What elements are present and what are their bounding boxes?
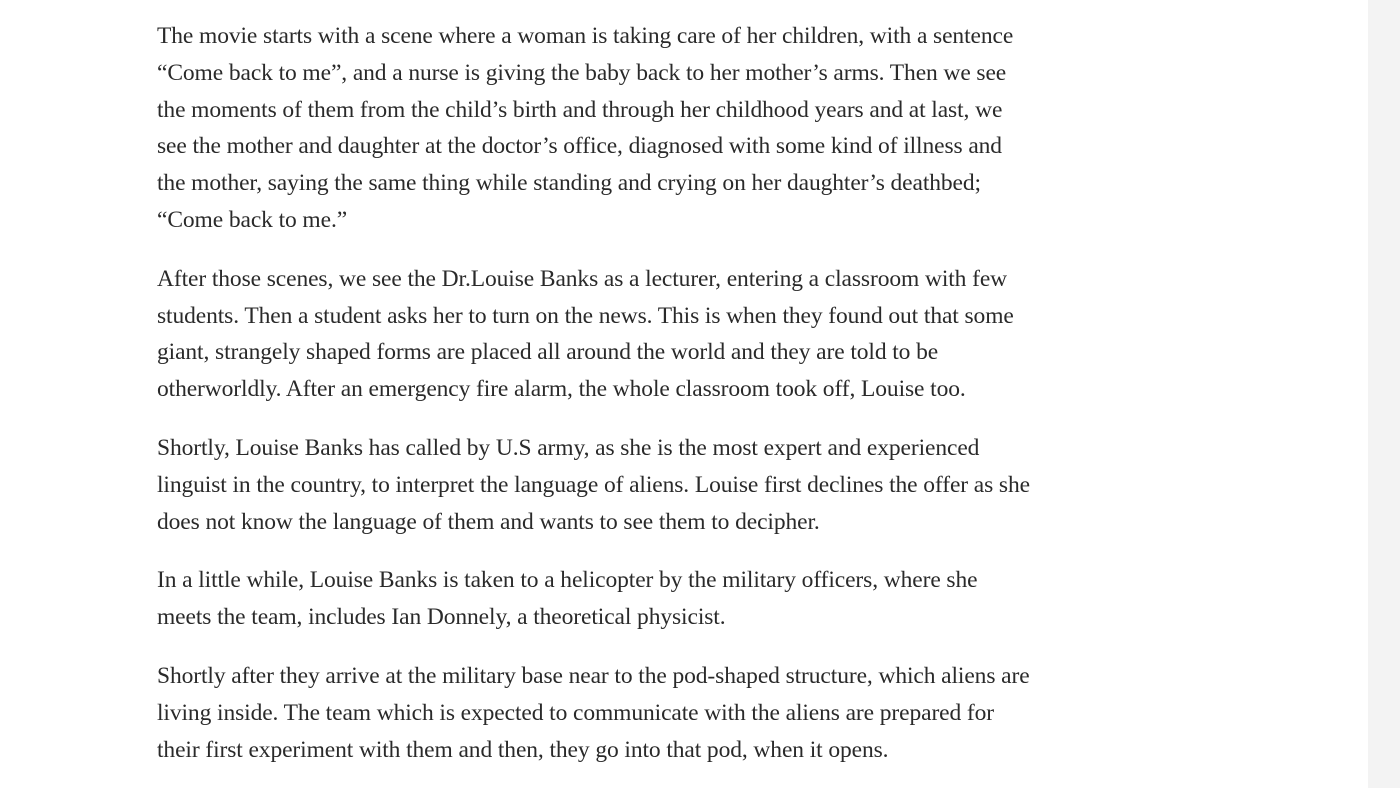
text-line: giant, strangely shaped forms are placed all around the world and they are told to be (157, 339, 939, 366)
paragraph-3 (157, 430, 1237, 540)
text-line: meets the team, includes Ian Donnely, a theoretical physicist. (157, 604, 726, 631)
text-line: the mother, saying the same thing while standing and crying on her daughter’s deathbed; (157, 170, 981, 197)
text-line: students. Then a student asks her to turn on the news. This is when they found out that some (157, 302, 1014, 329)
text-line: see the mother and daughter at the doctor’s office, diagnosed with some kind of illness and (157, 133, 1002, 160)
text-line: does not know the language of them and wants to see them to decipher. (157, 508, 820, 535)
text-line: linguist in the country, to interpret the language of aliens. Louise first declines the offer as she (157, 471, 1030, 498)
paragraph-2 (157, 261, 1237, 408)
text-line: “Come back to me”, and a nurse is giving the baby back to her mother’s arms. Then we see (157, 59, 1007, 86)
text-line: living inside. The team which is expected to communicate with the aliens are prepared for (157, 699, 995, 726)
text-line: In a little while, Louise Banks is taken to a helicopter by the military officers, where she (157, 567, 978, 594)
paragraph-1 (157, 18, 1237, 239)
paragraph-5 (157, 658, 1237, 768)
text-line: the moments of them from the child’s birth and through her childhood years and at last, we (157, 96, 1003, 123)
text-line: After those scenes, we see the Dr.Louise Banks as a lecturer, entering a classroom with few (157, 265, 1008, 292)
text-line: “Come back to me.” (157, 206, 348, 233)
paragraph-4 (157, 562, 1237, 636)
text-line: their first experiment with them and then, they go into that pod, when it opens. (157, 736, 889, 763)
text-line: The movie starts with a scene where a woman is taking care of her children, with a sentence (157, 23, 1014, 49)
text-line: Shortly after they arrive at the military base near to the pod-shaped structure, which aliens are (157, 662, 1030, 689)
scrollbar-track[interactable] (1368, 0, 1400, 788)
text-line: otherworldly. After an emergency fire alarm, the whole classroom took off, Louise too. (157, 376, 966, 403)
document-body (157, 18, 1237, 788)
text-line: Shortly, Louise Banks has called by U.S army, as she is the most expert and experienced (157, 434, 980, 461)
